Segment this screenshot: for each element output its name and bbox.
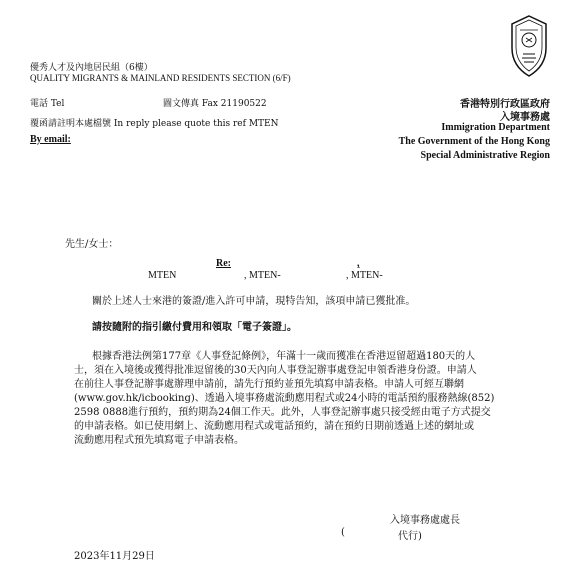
approval-paragraph: 關於上述人士來港的簽證/進入許可申請，現特告知，該項申請已獲批准。: [92, 296, 416, 307]
hksar-emblem-icon: [506, 14, 552, 82]
instruction-paragraph: 請按隨附的指引繳付費用和領取「電子簽證」。: [92, 322, 297, 333]
reference-value: MTEN: [248, 119, 279, 129]
signature-open-paren: (: [341, 527, 345, 538]
by-email-label: By email:: [30, 134, 71, 145]
signature-for: 代行): [398, 531, 422, 542]
reference-label: [30, 116, 278, 129]
registration-para-line-1: 根據香港法例第177章《人事登記條例》，年滿十一歲而獲准在香港逗留超過180天的人: [92, 351, 476, 362]
registration-para-line-4: (www.gov.hk/icbooking)、透過入境事務處流動應用程式或24小時的電話預約服務熱線(852): [74, 393, 495, 404]
gov-name-english: The Government of the Hong Kong: [398, 136, 550, 147]
reference-number-3: , MTEN-: [346, 270, 383, 281]
sar-name-english: Special Administrative Region: [420, 150, 550, 161]
re-label: [216, 258, 360, 269]
registration-para-line-2: 士，須在入境後或獲得批准逗留後的30天內向人事登記辦事處登記申領香港身份證。申請人: [74, 365, 477, 376]
registration-para-line-3: 在前往人事登記辦事處辦理申請前，請先行預約並預先填寫申請表格。申請人可經互聯網: [74, 379, 464, 390]
dept-name-english: Immigration Department: [441, 122, 550, 133]
registration-para-line-5: 2598 0888進行預約，預約期為24個工作天。此外，人事登記辦事處只接受經由電子方式提交: [74, 407, 491, 418]
re-label-text: Re:: [216, 258, 231, 269]
dept-name-chinese: 入境事務處: [500, 112, 550, 123]
salutation: 先生/女士：: [65, 239, 119, 250]
fax-label: 圖文傳真 Fax 21190522: [163, 99, 267, 109]
section-name-english: QUALITY MIGRANTS & MAINLAND RESIDENTS SECTION (6/F): [30, 73, 291, 83]
registration-para-line-6: 的申請表格。如已使用網上、流動應用程式或電話預約，請在預約日期前透過上述的網址或: [74, 421, 474, 432]
registration-para-line-7: 流動應用程式預先填寫電子申請表格。: [74, 435, 244, 446]
re-line-end: ,: [357, 258, 360, 269]
signature-title: 入境事務處處長: [390, 515, 460, 526]
gov-name-chinese: 香港特別行政區政府: [460, 99, 550, 110]
reference-number-1: MTEN: [148, 270, 177, 281]
tel-label: 電話 Tel: [30, 99, 65, 109]
section-name-chinese: 優秀人才及內地居民組（6樓）: [30, 63, 153, 73]
reference-number-2: , MTEN-: [244, 270, 281, 281]
letter-date: 2023年11月29日: [74, 551, 155, 562]
reference-prompt: 覆函請註明本處檔號 In reply please quote this ref: [30, 119, 246, 129]
